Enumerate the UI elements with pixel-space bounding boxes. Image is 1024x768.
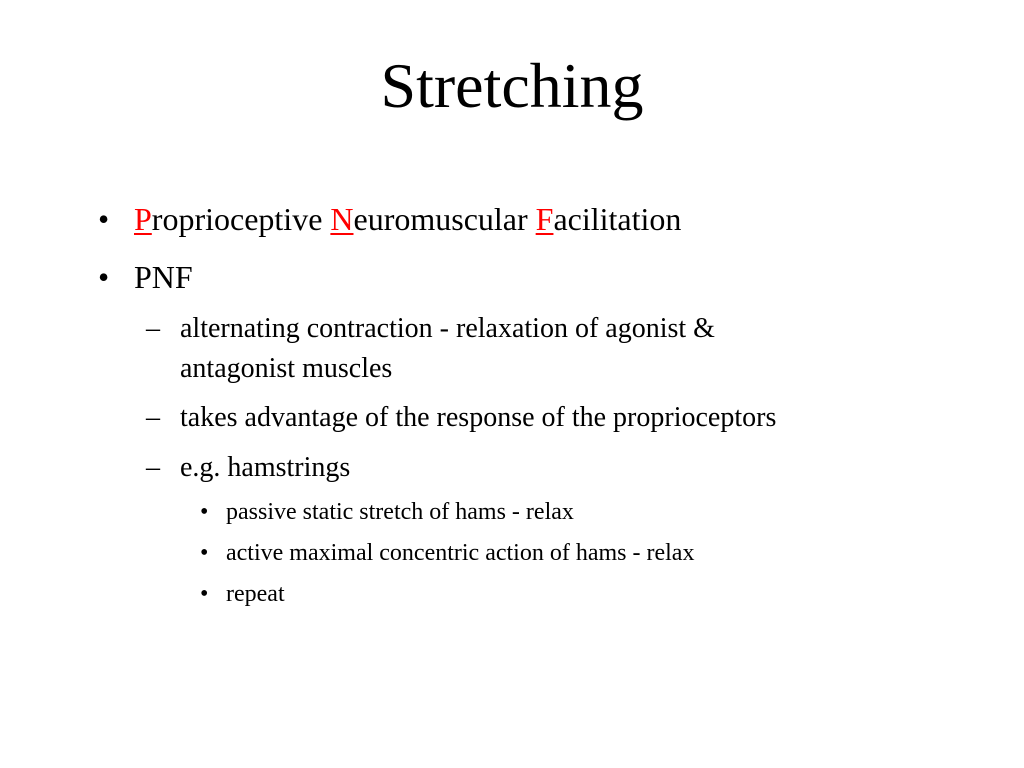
sub-item-text: antagonist muscles bbox=[180, 353, 393, 384]
bullet-text: PNF bbox=[134, 259, 193, 295]
bullet-marker: • bbox=[98, 201, 110, 237]
bullet-marker: • bbox=[98, 259, 110, 295]
sub-item-text: takes advantage of the response of the proprioceptors bbox=[180, 402, 777, 433]
accent-letter: F bbox=[535, 201, 554, 237]
bullet-marker: • bbox=[200, 499, 209, 525]
sub-item-text: alternating contraction - relaxation of agonist & bbox=[180, 313, 715, 344]
text-segment: euromuscular bbox=[353, 201, 536, 237]
sub-sub-item-text: passive static stretch of hams - relax bbox=[226, 499, 574, 525]
bullet-marker: • bbox=[200, 540, 209, 566]
text-segment: roprioceptive bbox=[151, 201, 331, 237]
bullet-text bbox=[134, 200, 681, 238]
accent-letter: P bbox=[134, 201, 152, 237]
accent-letter: N bbox=[330, 201, 354, 237]
dash-marker: – bbox=[146, 402, 160, 433]
slide-title: Stretching bbox=[380, 50, 644, 121]
dash-marker: – bbox=[146, 313, 160, 344]
sub-item-text: e.g. hamstrings bbox=[180, 452, 351, 483]
text-segment: acilitation bbox=[553, 201, 682, 237]
sub-sub-item-text: repeat bbox=[226, 581, 285, 607]
sub-sub-item-text: active maximal concentric action of hams - relax bbox=[226, 540, 695, 566]
dash-marker: – bbox=[146, 452, 160, 483]
bullet-marker: • bbox=[200, 581, 209, 607]
